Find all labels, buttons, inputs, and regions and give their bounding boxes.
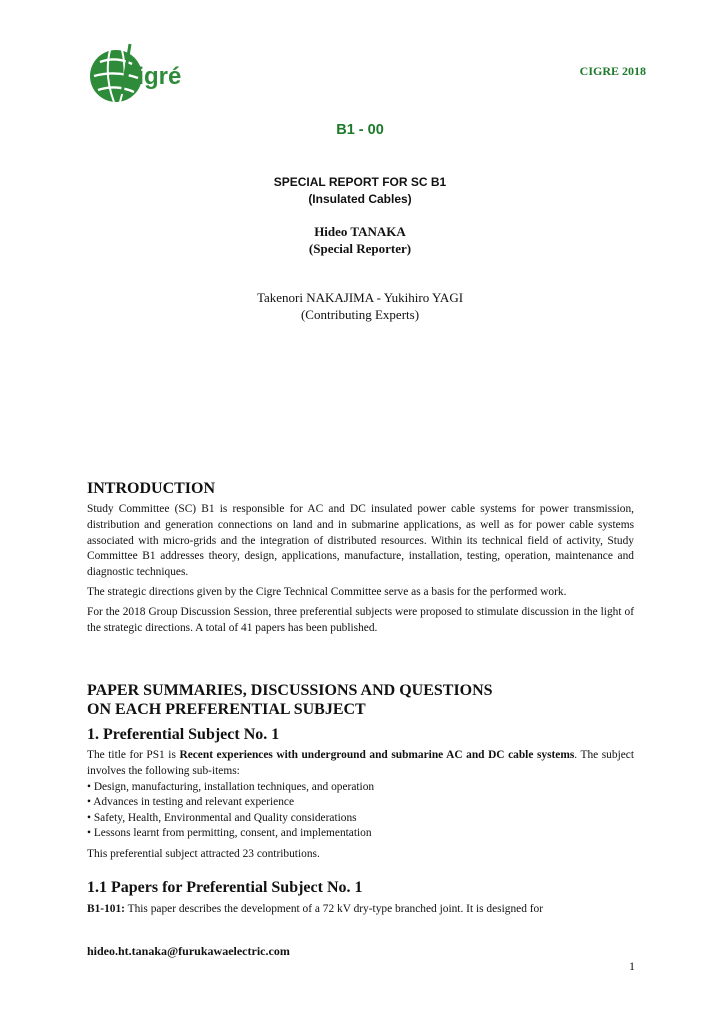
ps1-intro-text: The title for PS1 is [87,749,180,761]
cigre-logo [86,38,192,122]
papers-heading: 1.1 Papers for Preferential Subject No. 1 [87,879,363,897]
list-item: • Advances in testing and relevant experience [87,796,295,809]
conference-label: CIGRE 2018 [579,64,646,78]
ps1-intro-tail: . The subject involves the following sub-items: [87,749,635,777]
paper-id: B1-101: [87,903,125,916]
ps1-heading: 1. Preferential Subject No. 1 [87,726,280,743]
intro-paragraph-1: Study Committee (SC) B1 is responsible for AC and DC insulated power cable systems for power transmission, distribution and generation connections on land and in submarine applications, as well as for power cable systems associated with micro-grids and the integration of distributed resources. Within its technical field of activity, Study Committee B1 addresses theory, design, applications, manufacture, installation, testing, operation, maintenance and diagnostic techniques. [87,503,634,579]
reporter-name: Hideo TANAKA [314,224,406,239]
paper-description: This paper describes the development of a 72 kV dry-type branched joint. It is designed for [124,903,544,916]
experts-role: (Contributing Experts) [300,307,420,322]
ps1-subitems-list [87,780,634,842]
experts-names: Takenori NAKAJIMA - Yukihiro YAGI [256,290,464,305]
ps1-title: Recent experiences with underground and submarine AC and DC cable systems [179,749,575,761]
svg-text:cigré: cigré [124,63,182,90]
author-email[interactable]: hideo.ht.tanaka@furukawaelectric.com [87,944,290,958]
paper-b1-101 [87,902,634,918]
globe-icon [86,38,192,122]
intro-paragraph-2: The strategic directions given by the Cigre Technical Committee serve as a basis for the performed work. [87,585,567,598]
introduction-heading: INTRODUCTION [87,480,216,497]
summaries-heading-line2: ON EACH PREFERENTIAL SUBJECT [87,701,366,718]
introduction-section [87,480,634,636]
list-item: • Safety, Health, Environmental and Quality considerations [87,811,357,824]
ps1-contributions: This preferential subject attracted 23 contributions. [87,847,320,860]
summaries-heading-line1: PAPER SUMMARIES, DISCUSSIONS AND QUESTIONS [87,682,493,699]
intro-paragraph-3: For the 2018 Group Discussion Session, three preferential subjects were proposed to stimulate discussion in the light of the strategic directions. A total of 41 papers has been published. [87,605,634,634]
list-item: • Design, manufacturing, installation techniques, and operation [87,780,375,793]
document-code: B1 - 00 [336,122,384,138]
report-title: SPECIAL REPORT FOR SC B1 [273,175,447,189]
reporter-role: (Special Reporter) [308,241,412,256]
report-subtitle: (Insulated Cables) [308,192,412,206]
list-item: • Lessons learnt from permitting, consent, and implementation [87,827,372,840]
page-number: 1 [629,959,635,973]
ps1-intro [87,748,634,780]
summaries-section [87,682,634,918]
